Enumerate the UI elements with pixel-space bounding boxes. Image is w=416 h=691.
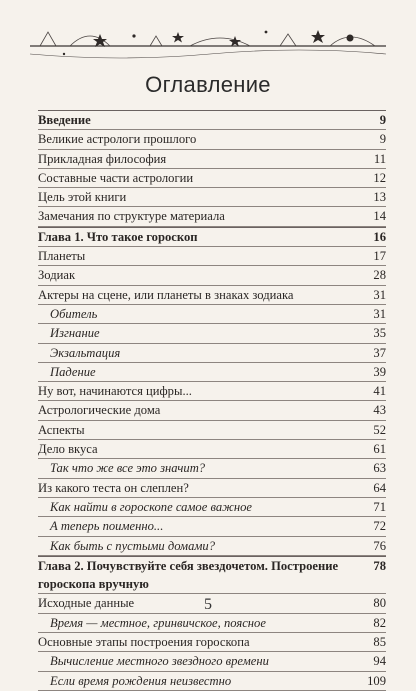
toc-section-heading[interactable]	[38, 557, 386, 595]
toc-entry-title: Глава 2. Почувствуйте себя звездочетом. Построение гороскопа вручную	[38, 558, 339, 592]
toc-section-heading[interactable]	[38, 111, 386, 130]
toc-entry-page: 94	[373, 654, 386, 669]
toc-entry-title: Введение	[38, 113, 91, 127]
toc-section-heading[interactable]	[38, 228, 386, 247]
toc-entry-title: Если время рождения неизвестно	[50, 673, 232, 688]
toc-entry-title: Как найти в гороскопе самое важное	[50, 499, 252, 514]
toc-entry-page: 80	[373, 596, 386, 611]
toc-entry[interactable]	[38, 130, 386, 149]
toc-entry-page: 82	[373, 615, 386, 630]
toc-entry-title: Экзальтация	[50, 345, 121, 360]
toc-entry[interactable]	[38, 188, 386, 207]
toc-entry[interactable]	[38, 537, 386, 556]
toc-entry-page: 64	[373, 480, 386, 495]
toc-entry-page: 35	[373, 326, 386, 341]
toc-entry-title: Планеты	[38, 249, 86, 264]
toc-entry[interactable]	[38, 614, 386, 633]
toc-entry[interactable]	[38, 247, 386, 266]
toc-entry-title: Как быть с пустыми домами?	[50, 538, 216, 553]
toc-entry[interactable]	[38, 498, 386, 517]
toc-entry-title: Замечания по структуре материала	[38, 209, 225, 224]
toc-entry-page: 41	[373, 384, 386, 399]
toc-entry[interactable]	[38, 672, 386, 691]
toc-entry-page: 63	[373, 461, 386, 476]
toc-entry-page: 37	[373, 345, 386, 360]
toc-entry[interactable]	[38, 266, 386, 285]
toc-entry-title: Ну вот, начинаются цифры...	[38, 384, 192, 399]
toc-entry-page: 11	[373, 151, 386, 166]
toc-entry-page: 14	[373, 209, 386, 224]
toc-entry-page: 109	[367, 673, 386, 688]
toc-entry[interactable]	[38, 169, 386, 188]
decorative-star-banner	[30, 24, 386, 64]
toc-entry-title: Так что же все это значит?	[50, 461, 206, 476]
toc-entry-title: Исходные данные	[38, 596, 135, 611]
toc-entry-title: Падение	[50, 364, 96, 379]
toc-entry[interactable]	[38, 382, 386, 401]
toc-entry-page: 13	[373, 190, 386, 205]
toc-entry-title: Время — местное, гринвичское, поясное	[50, 615, 266, 630]
toc-entry-page: 85	[373, 635, 386, 650]
toc-entry[interactable]	[38, 363, 386, 382]
toc-entry-page: 39	[373, 364, 386, 379]
toc-entry[interactable]	[38, 324, 386, 343]
toc-entry-page: 31	[373, 306, 386, 321]
page-title: Оглавление	[145, 72, 271, 97]
toc-entry-title: Изгнание	[50, 326, 100, 341]
toc-entry[interactable]	[38, 305, 386, 324]
toc-entry-title: Прикладная философия	[38, 151, 167, 166]
toc-entry-title: Основные этапы построения гороскопа	[38, 635, 250, 650]
toc-entry[interactable]	[38, 652, 386, 671]
toc-entry-page: 17	[373, 249, 386, 264]
toc-entry-page: 9	[379, 132, 386, 147]
toc-entry-title: Из какого теста он слеплен?	[38, 480, 189, 495]
toc-entry-title: Астрологические дома	[38, 403, 161, 418]
toc-entry-page: 31	[373, 287, 386, 302]
toc-entry-title: Аспекты	[38, 422, 85, 437]
toc-entry-page: 52	[373, 422, 386, 437]
toc-entry[interactable]	[38, 633, 386, 652]
toc-entry[interactable]	[38, 207, 386, 226]
toc-entry-page: 76	[373, 538, 386, 553]
toc-entry-page: 78	[373, 558, 386, 573]
toc-entry-page: 43	[373, 403, 386, 418]
toc-entry-title: Обитель	[50, 306, 98, 321]
toc-entry-title: А теперь поименно...	[50, 519, 164, 534]
toc-entry-title: Великие астрологи прошлого	[38, 132, 197, 147]
toc-entry-title: Вычисление местного звездного времени	[50, 654, 269, 669]
toc-entry-page: 72	[373, 519, 386, 534]
page-number: 5	[204, 596, 212, 613]
toc-entry[interactable]	[38, 459, 386, 478]
toc-entry-page: 16	[373, 229, 386, 244]
toc-entry[interactable]	[38, 344, 386, 363]
toc-entry-title: Актеры на сцене, или планеты в знаках зодиака	[38, 287, 294, 302]
toc-entry-page: 9	[379, 113, 386, 127]
toc-entry[interactable]	[38, 286, 386, 305]
toc-entry-title: Составные части астрологии	[38, 170, 194, 185]
toc-entry-page: 12	[373, 170, 386, 185]
toc-entry-page: 71	[373, 499, 386, 514]
toc-entry-page: 61	[373, 442, 386, 457]
toc-entry-page: 28	[373, 268, 386, 283]
toc-entry[interactable]	[38, 401, 386, 420]
toc-entry-title: Дело вкуса	[38, 442, 98, 457]
toc-entry-title: Цель этой книги	[38, 190, 127, 205]
toc-entry[interactable]	[38, 440, 386, 459]
toc-entry-title: Зодиак	[38, 268, 76, 283]
toc-entry[interactable]	[38, 421, 386, 440]
toc-entry-title: Глава 1. Что такое гороскоп	[38, 229, 198, 244]
toc-entry[interactable]	[38, 150, 386, 169]
toc-entry[interactable]	[38, 517, 386, 536]
toc-entry[interactable]	[38, 479, 386, 498]
